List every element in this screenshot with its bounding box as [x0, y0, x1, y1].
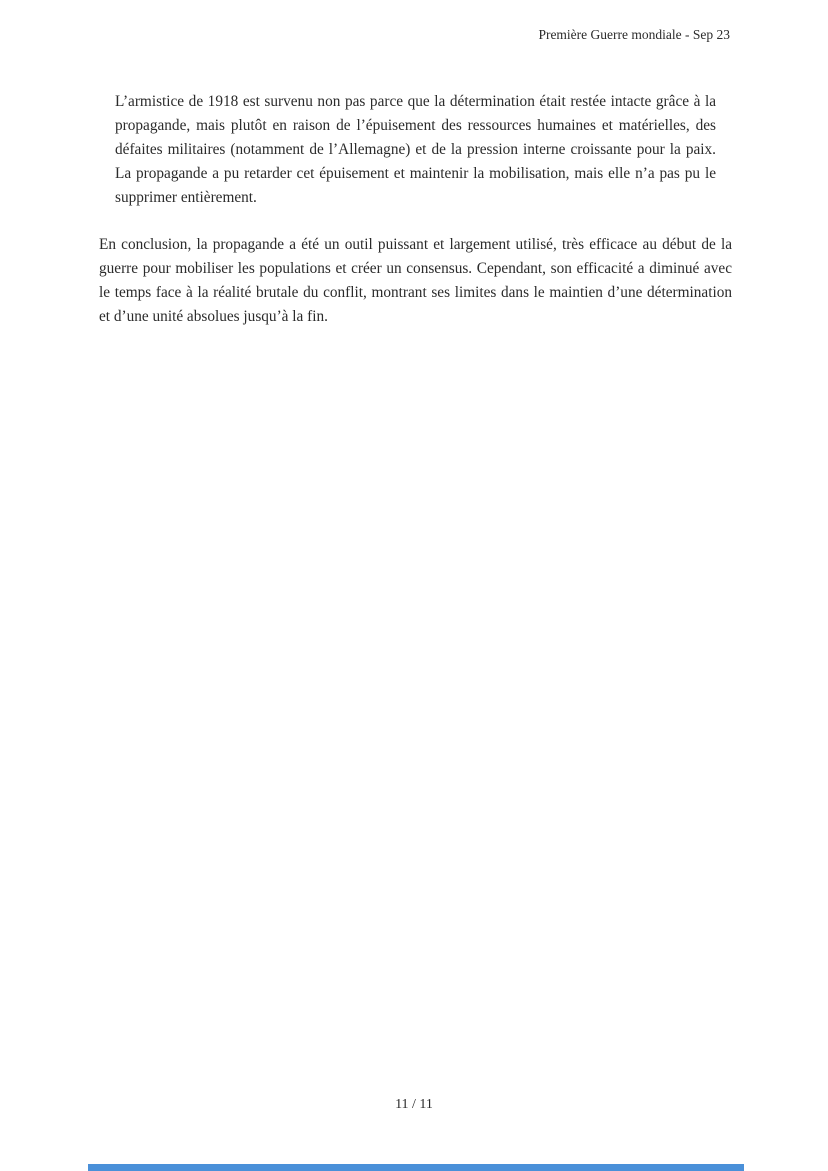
running-header: Première Guerre mondiale - Sep 23: [538, 27, 730, 42]
conclusion-paragraph: En conclusion, la propagande a été un outil puissant et largement utilisé, très efficace au début de la guerre pour mobiliser les populations et créer un consensus. Cependant, son efficacité a diminué avec le temps face à la réalité brutale du conflit, montrant ses limites dans le maintien d’une détermination et d’une unité absolues jusqu’à la fin.: [99, 236, 732, 325]
page-number-indicator: 11 / 11: [395, 1097, 433, 1112]
quote-paragraph: L’armistice de 1918 est survenu non pas parce que la détermination était restée intacte grâce à la propagande, mais plutôt en raison de l’épuisement des ressources humaines et matérielles, des défaites militaires (notamment de l’Allemagne) et de la pression interne croissante pour la paix. La propagande a pu retarder cet épuisement et maintenir la mobilisation, mais elle n’a pas pu le supprimer entièrement.: [115, 93, 716, 206]
bottom-accent-bar: [88, 1164, 744, 1171]
